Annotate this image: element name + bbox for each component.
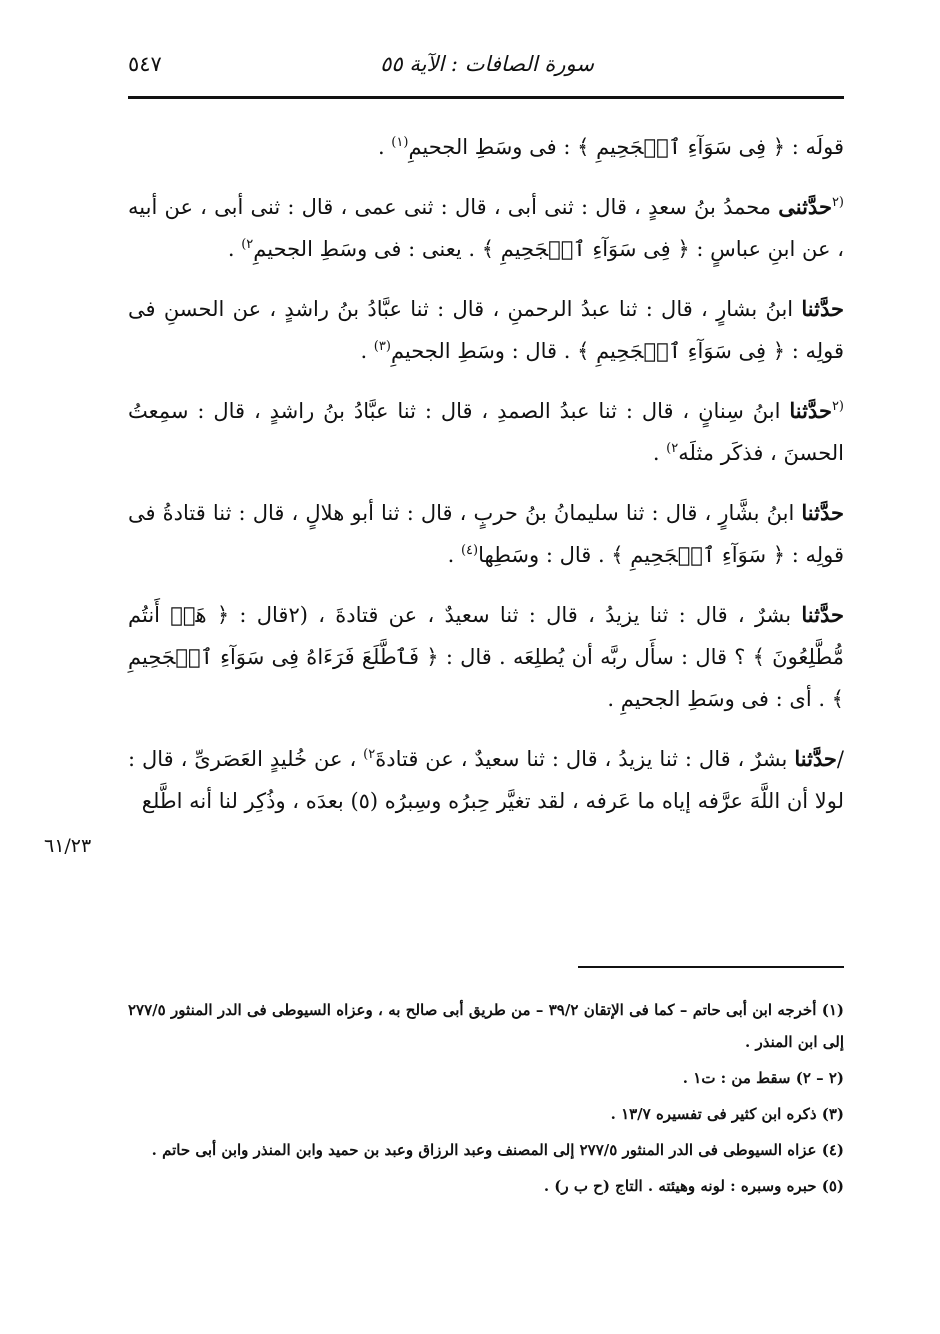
- footnotes: [128, 994, 844, 1206]
- omission-start-marker: (٢: [831, 195, 844, 210]
- paragraph-text: محمدُ بنُ سعدٍ ، قال : ثنى أبى ، قال : ثنى عمى ، قال : ثنى أبى ، عن أبيه ، عن ابنِ عباسٍ : ﴿ فِى سَوَآءِ ٱلۡجَحِيمِ ﴾ . يعنى : فى وسَطِ الجحيمِ: [128, 195, 844, 261]
- paragraph-lead: حدَّثنى: [778, 194, 832, 219]
- footnote: (٢ – ٢) سقط من : ت١ .: [682, 1069, 844, 1087]
- footnote-marker: (١): [391, 135, 409, 150]
- paragraph-lead: حدَّثنا: [794, 746, 837, 771]
- paragraph: [128, 288, 844, 372]
- paragraph-tail: ، عن خُليدٍ العَصَرىِّ ، قال : لولا أن اللَّهَ عرَّفه إياه ما عَرفه ، لقد تغيَّر حِبرُه وسِبرُه (٥) بعدَه ، وذُكِر لنا أنه اطَّلع: [128, 747, 844, 813]
- footnote-marker: (٤): [460, 543, 479, 558]
- paragraph: [128, 492, 844, 576]
- page-break-marker: /: [836, 747, 844, 771]
- page-number: ٥٤٧: [128, 52, 162, 76]
- paragraph-text: ابنُ بشارٍ ، قال : ثنا عبدُ الرحمنِ ، قال : ثنا عبَّادُ بنُ راشدٍ ، عن الحسنِ فى قولِه : ﴿ فِى سَوَآءِ ٱلۡجَحِيمِ ﴾ . قال : وسَطِ الجحيمِ: [128, 297, 844, 363]
- footnote-marker: (٣): [373, 339, 391, 354]
- running-title: سورة الصافات : الآية ٥٥: [380, 52, 594, 76]
- footnote-marker: ٢): [363, 747, 376, 762]
- paragraph-tail: .: [377, 135, 392, 159]
- paragraph-lead: حدَّثنا: [789, 398, 832, 423]
- footnote: (٥) حبره وسبره : لونه وهيئته . التاج (ح ب ر) .: [543, 1177, 844, 1195]
- omission-start-marker: (٢: [831, 399, 844, 414]
- header-rule: [128, 96, 844, 99]
- page-header: [128, 52, 844, 86]
- paragraph: [128, 594, 844, 720]
- footnote-marker: ٢): [241, 237, 254, 252]
- paragraph-text: ابنُ بشَّارٍ ، قال : ثنا سليمانُ بنُ حربٍ ، قال : ثنا أبو هلالٍ ، قال : ثنا قتادةُ فى قولِه : ﴿ سَوَآءِ ٱلۡجَحِيمِ ﴾ . قال : وسَطِها: [128, 501, 844, 567]
- main-text: [128, 126, 844, 840]
- paragraph-text: ابنُ سِنانٍ ، قال : ثنا عبدُ الصمدِ ، قال : ثنا عبَّادُ بنُ راشدٍ ، قال : سمِعتُ الحسنَ ، فذكَر مثلَه: [128, 399, 844, 465]
- paragraph: [128, 738, 844, 822]
- paragraph-lead: حدَّثنا: [801, 296, 844, 321]
- paragraph-lead: حدَّثنا: [801, 500, 844, 525]
- paragraph-text: قولَه : ﴿ فِى سَوَآءِ ٱلۡجَحِيمِ ﴾ : فى وسَطِ الجحيمِ: [408, 135, 844, 159]
- paragraph-lead: حدَّثنا: [801, 602, 844, 627]
- footnote: (٤) عزاه السيوطى فى الدر المنثور ٢٧٧/٥ إلى المصنف وعبد الرزاق وعبد بن حميد وابن المنذر وابن أبى حاتم .: [151, 1141, 844, 1159]
- paragraph-text: بشرٌ ، قال : ثنا يزيدُ ، قال : ثنا سعيدٌ ، عن قتادةَ ، (٢قال : ﴿ هَلۡ أَنتُم مُّطَّلِعُونَ ﴾ ؟ قال : سأَل ربَّه أن يُطلِعَه . قال : ﴿ فَٱطَّلَعَ فَرَءَاهُ فِى سَوَآءِ ٱلۡجَحِيمِ ﴾ . أى : فى وسَطِ الجحيمِ .: [128, 603, 844, 711]
- footnote: (١) أخرجه ابن أبى حاتم – كما فى الإتقان ٣٩/٢ – من طريق أبى صالح به ، وعزاه السيوطى فى الدر المنثور ٢٧٧/٥ إلى ابن المنذر .: [128, 1001, 844, 1051]
- paragraph: [128, 186, 844, 270]
- margin-volume-page-reference: ٦١/٢٣: [44, 835, 92, 857]
- paragraph-tail: .: [447, 543, 461, 567]
- paragraph: [128, 126, 844, 168]
- paragraph: [128, 390, 844, 474]
- footnote: (٣) ذكره ابن كثير فى تفسيره ١٣/٧ .: [610, 1105, 844, 1123]
- paragraph-tail: .: [227, 237, 242, 261]
- paragraph-text: بشرٌ ، قال : ثنا يزيدُ ، قال : ثنا سعيدٌ ، عن قتادةَ: [375, 747, 795, 771]
- paragraph-tail: .: [360, 339, 374, 363]
- footnote-marker: ٢): [666, 441, 679, 456]
- paragraph-tail: .: [652, 441, 667, 465]
- footnote-rule: [578, 966, 844, 968]
